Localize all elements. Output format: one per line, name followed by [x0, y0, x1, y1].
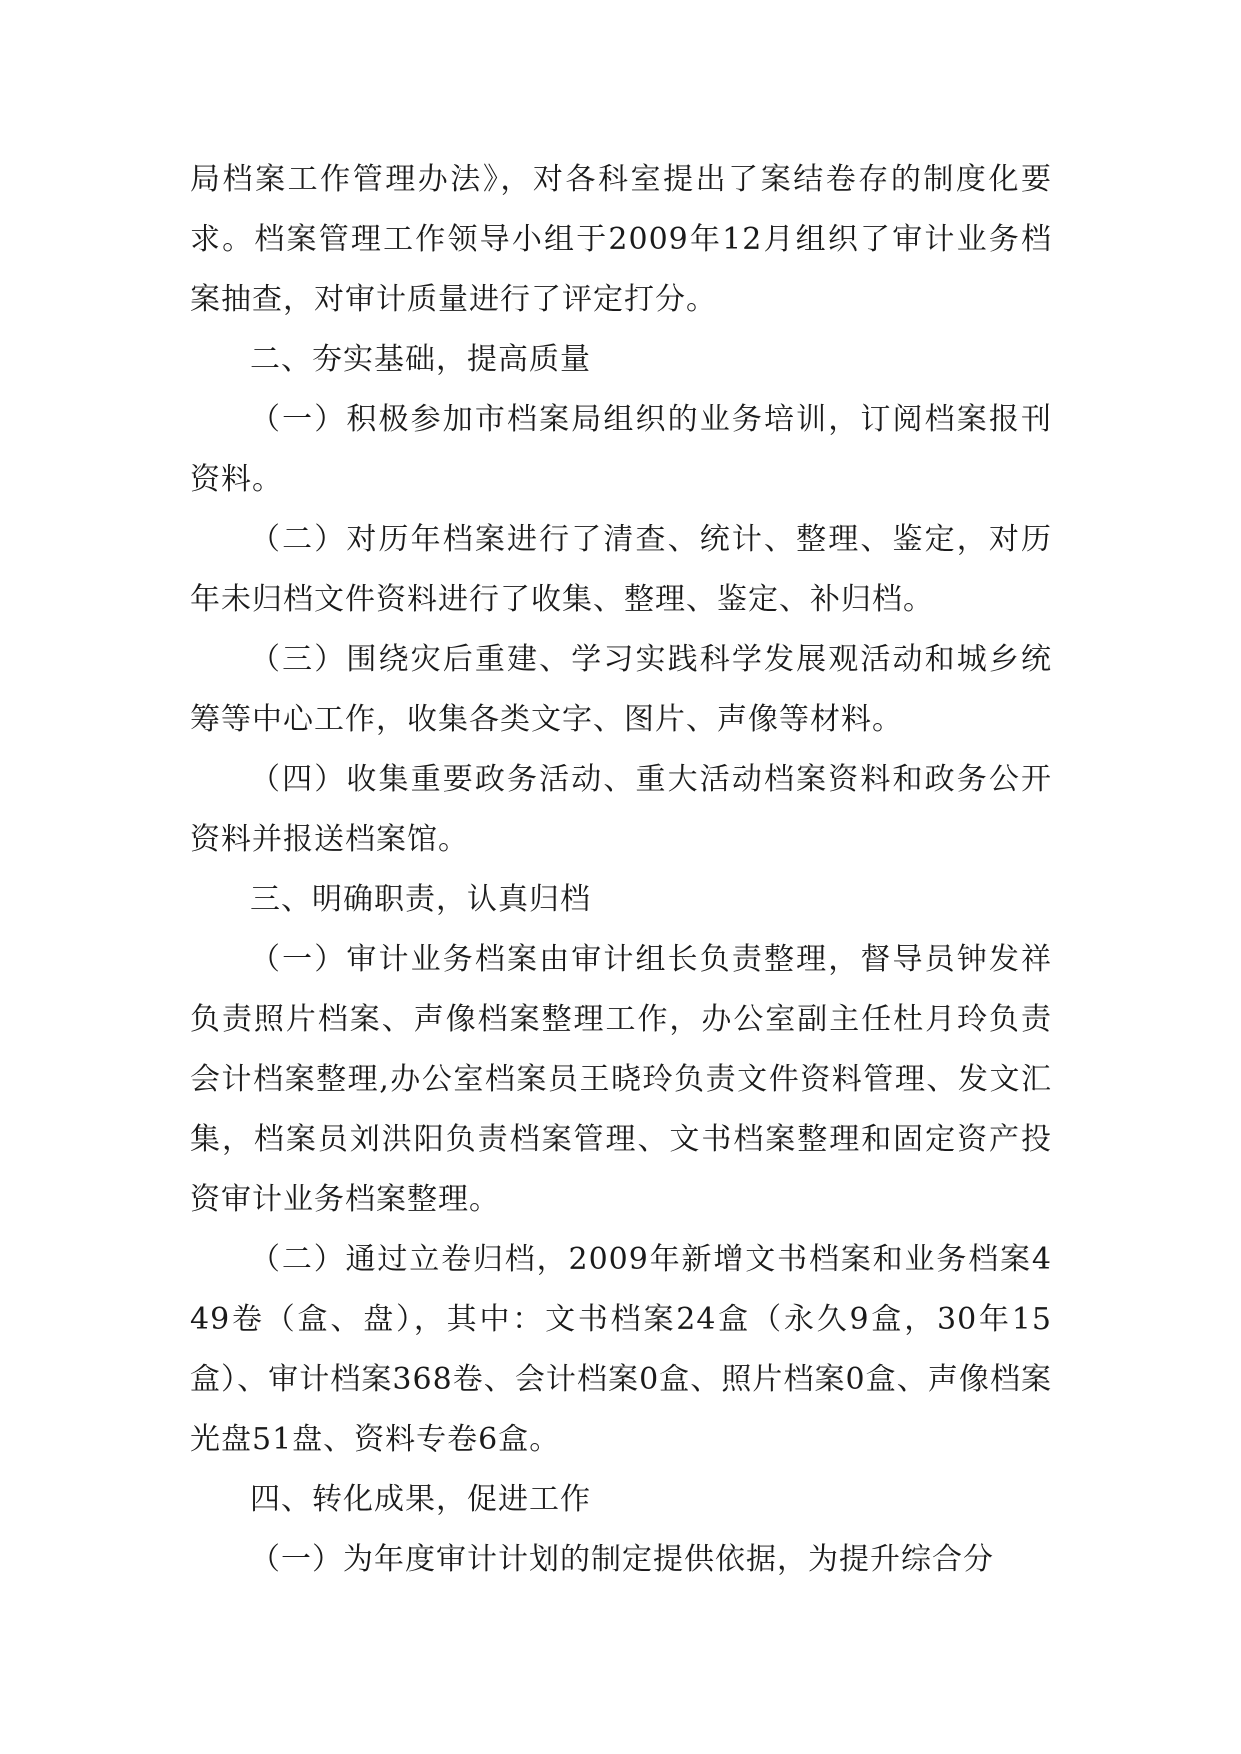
section-heading-2: 二、夯实基础，提高质量 — [250, 342, 591, 377]
paragraph-2-3: （三）围绕灾后重建、学习实践科学发展观活动和城乡统筹等中心工作，收集各类文字、图片、声像等材料。 — [190, 642, 1052, 737]
section-heading-4: 四、转化成果，促进工作 — [250, 1482, 591, 1517]
paragraph-3-1: （一）审计业务档案由审计组长负责整理，督导员钟发祥负责照片档案、声像档案整理工作，办公室副主任杜月玲负责会计档案整理,办公室档案员王晓玲负责文件资料管理、发文汇集，档案员刘洪阳负责档案管理、文书档案整理和固定资产投资审计业务档案整理。 — [190, 942, 1052, 1217]
document-body — [190, 150, 1052, 1590]
paragraph-2-4: （四）收集重要政务活动、重大活动档案资料和政务公开资料并报送档案馆。 — [190, 762, 1052, 857]
paragraph-4-1: （一）为年度审计计划的制定提供依据，为提升综合分 — [250, 1542, 994, 1577]
paragraph-2-2: （二）对历年档案进行了清查、统计、整理、鉴定，对历年未归档文件资料进行了收集、整理、鉴定、补归档。 — [190, 522, 1052, 617]
section-heading-3: 三、明确职责，认真归档 — [250, 882, 591, 917]
paragraph-continuation: 局档案工作管理办法》，对各科室提出了案结卷存的制度化要求。档案管理工作领导小组于2009年12月组织了审计业务档案抽查，对审计质量进行了评定打分。 — [190, 162, 1052, 317]
paragraph-2-1: （一）积极参加市档案局组织的业务培训，订阅档案报刊资料。 — [190, 402, 1052, 497]
paragraph-3-2: （二）通过立卷归档，2009年新增文书档案和业务档案449卷（盒、盘），其中：文书档案24盒（永久9盒，30年15盒）、审计档案368卷、会计档案0盒、照片档案0盒、声像档案光盘51盘、资料专卷6盒。 — [190, 1242, 1052, 1457]
